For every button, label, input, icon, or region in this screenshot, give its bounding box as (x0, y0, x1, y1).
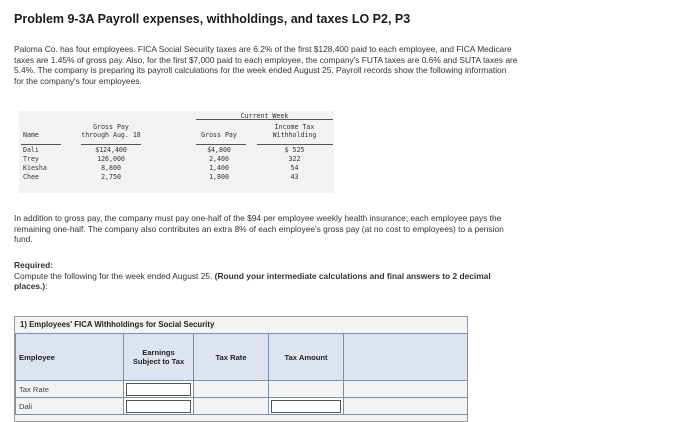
current-week-label: Current Week (240, 112, 289, 120)
record-gross-current: 1,400 (209, 164, 229, 172)
header-gross-through-2: through Aug. 18 (81, 131, 141, 139)
empty-cell (344, 398, 468, 415)
intro-paragraph (14, 44, 684, 87)
header-name: Name (23, 131, 39, 139)
record-gross-through: $124,400 (95, 146, 127, 154)
header-rule (81, 144, 141, 145)
col-spacer (344, 334, 468, 381)
header-rule (21, 144, 61, 145)
header-income-tax-2: Withholding (272, 131, 317, 139)
addition-line: remaining one-half. The company also contributes an extra 8% of each employee's gross pay (at no cost to employees) to a pension (14, 223, 504, 234)
record-name: Trey (23, 155, 39, 163)
rounding-note: (Round your intermediate calculations and final answers to 2 decimal (214, 270, 491, 281)
col-earnings-l1: Earnings (142, 348, 175, 357)
record-gross-through: 8,800 (101, 164, 121, 172)
payroll-records-table (19, 111, 334, 193)
col-tax-rate: Tax Rate (194, 334, 269, 381)
intro-line: taxes are 1.45% of gross pay. Also, for the first $7,000 paid to each employee, the company's FUTA taxes are 0.6% and SUTA taxes are (14, 54, 518, 65)
col-earnings-subject-to-tax (124, 334, 194, 381)
row-label-tax-rate: Tax Rate (16, 381, 124, 398)
required-instruction-cont (14, 281, 684, 292)
answer-row-dali (16, 398, 468, 415)
empty-cell (269, 381, 344, 398)
required-section (14, 260, 684, 292)
record-gross-through: 2,750 (101, 173, 121, 181)
addition-line: fund. (14, 234, 33, 245)
col-employee: Employee (16, 334, 124, 381)
answer-header-row (16, 334, 468, 381)
addition-paragraph (14, 213, 684, 245)
record-income-tax: 54 (290, 164, 299, 172)
header-rule (196, 144, 246, 145)
intro-line: 5.4%. The company is preparing its payroll calculations for the week ended August 25. Payroll records show the following information (14, 65, 507, 76)
record-name: Kiesha (23, 164, 47, 172)
header-income-tax-1: Income Tax (274, 123, 315, 131)
fica-answer-panel (14, 316, 468, 422)
dali-earnings-input[interactable] (126, 400, 191, 413)
col-tax-amount: Tax Amount (269, 334, 344, 381)
instruction-text: Compute the following for the week ended August 25. (14, 270, 215, 281)
problem-title: Problem 9-3A Payroll expenses, withholdings, and taxes LO P2, P3 (14, 12, 411, 26)
record-gross-current: 1,800 (209, 173, 229, 181)
row-label-dali: Dali (16, 398, 124, 415)
intro-line: for the company's four employees. (14, 76, 142, 87)
tax-rate-input[interactable] (126, 383, 191, 396)
dali-earnings-input-cell (124, 398, 194, 415)
header-rule (257, 144, 333, 145)
dali-tax-amount-input-cell (269, 398, 344, 415)
record-income-tax: 43 (290, 173, 299, 181)
record-gross-current: 2,400 (209, 155, 229, 163)
intro-line: Paloma Co. has four employees. FICA Social Security taxes are 6.2% of the first $128,400 paid to each employee, and FICA Medicare (14, 44, 512, 54)
instruction-colon: : (45, 281, 48, 292)
record-income-tax: $ 525 (284, 146, 305, 154)
required-heading: Required: (14, 260, 54, 270)
fica-answer-table (15, 333, 468, 415)
rounding-note-cont: places.) (14, 281, 46, 292)
col-earnings-l2: Subject to Tax (132, 357, 185, 366)
required-instruction (14, 271, 684, 282)
addition-line: In addition to gross pay, the company must pay one-half of the $94 per employee weekly health insurance; each employee pays the (14, 213, 502, 223)
empty-cell (344, 381, 468, 398)
record-name: Chee (23, 173, 39, 181)
tax-rate-input-cell (124, 381, 194, 398)
answer-caption: 1) Employees' FICA Withholdings for Social Security (20, 320, 215, 329)
record-gross-current: $4,800 (207, 146, 231, 154)
dali-tax-amount-input[interactable] (271, 400, 341, 413)
header-gross-through-1: Gross Pay (93, 123, 129, 131)
empty-cell (194, 381, 269, 398)
record-name: Dali (23, 146, 39, 154)
header-gross-current: Gross Pay (201, 131, 237, 139)
current-week-rule (196, 119, 333, 120)
record-gross-through: 126,000 (97, 155, 125, 163)
answer-row-tax-rate (16, 381, 468, 398)
record-income-tax: 322 (288, 155, 301, 163)
empty-cell (194, 398, 269, 415)
